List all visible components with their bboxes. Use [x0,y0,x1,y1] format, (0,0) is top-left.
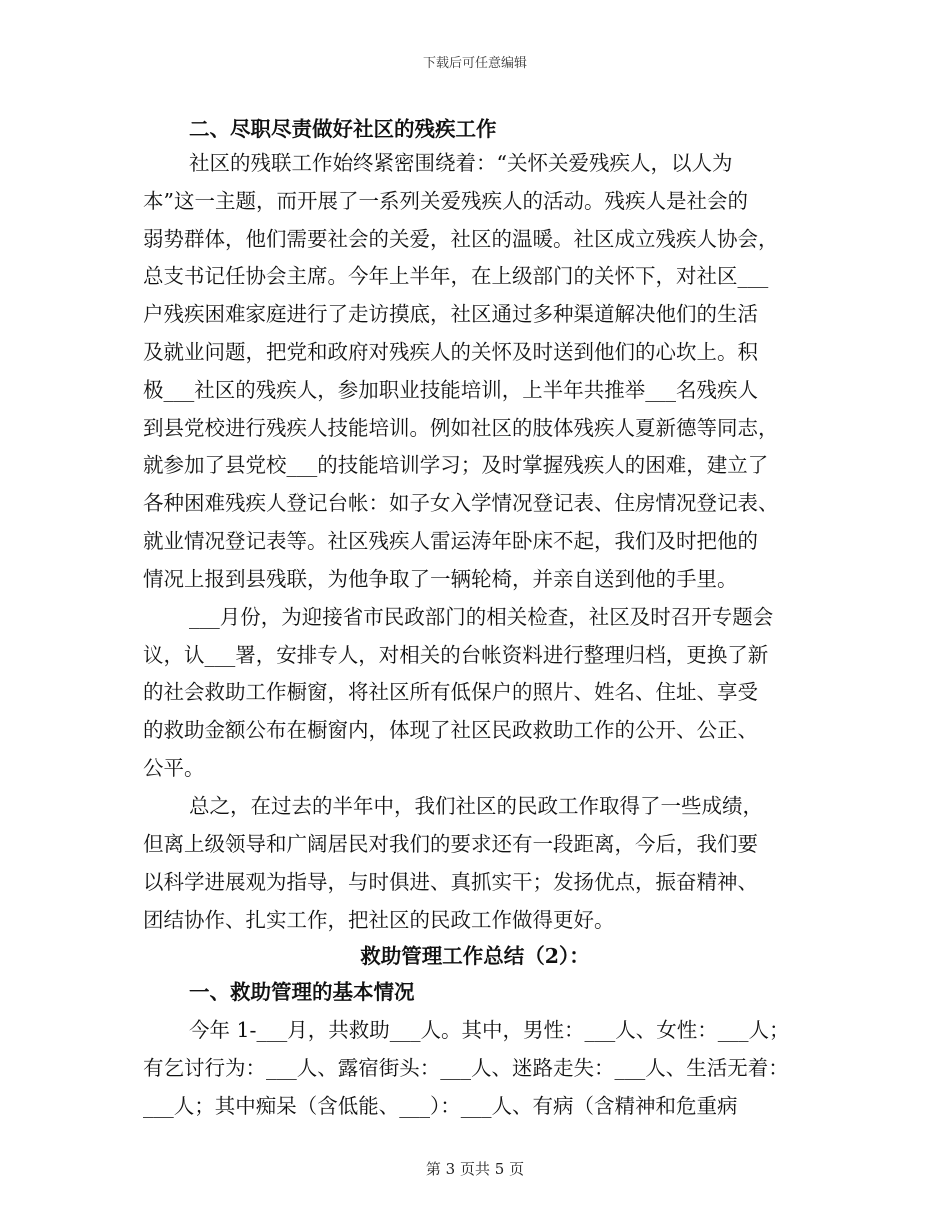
paragraph-line: 户残疾困难家庭进行了走访摸底，社区通过多种渠道解决他们的生活 [143,302,758,326]
paragraph-line: 到县党校进行残疾人技能培训。例如社区的肢体残疾人夏新德等同志， [143,416,779,440]
page-header: 下载后可任意编辑 [422,56,527,71]
paragraph-line: 极___社区的残疾人，参加职业技能培训，上半年共推举___名残疾人 [143,378,758,402]
paragraph-line: 总之，在过去的半年中，我们社区的民政工作取得了一些成绩， [189,794,763,818]
paragraph-line: 以科学进展观为指导，与时俱进、真抓实干；发扬优点，振奋精神、 [143,870,758,894]
paragraph-line: 今年 1-___月，共救助___人。其中，男性：___人、女性：___人； [189,1018,790,1042]
paragraph-line: 本”这一主题，而开展了一系列关爱残疾人的活动。残疾人是社会的 [143,189,748,213]
section-heading: 一、救助管理的基本情况 [189,980,415,1004]
paragraph-line: 总支书记任协会主席。今年上半年，在上级部门的关怀下，对社区___ [143,264,769,288]
paragraph-line: 情况上报到县残联，为他争取了一辆轮椅，并亲自送到他的手里。 [143,567,738,591]
paragraph-line: ___人；其中痴呆（含低能、___）：___人、有病（含精神和危重病 [143,1094,738,1118]
paragraph-line: 的社会救助工作橱窗，将社区所有低保户的照片、姓名、住址、享受 [143,680,758,704]
paragraph-line: 团结协作、扎实工作，把社区的民政工作做得更好。 [143,908,615,932]
paragraph-line: 弱势群体，他们需要社会的关爱，社区的温暖。社区成立残疾人协会， [143,227,779,251]
paragraph-line: 各种困难残疾人登记台帐：如子女入学情况登记表、住房情况登记表、 [143,491,779,515]
paragraph-line: 就参加了县党校___的技能培训学习；及时掌握残疾人的困难，建立了 [143,453,769,477]
paragraph-line: 及就业问题，把党和政府对残疾人的关怀及时送到他们的心坎上。积 [143,340,758,364]
paragraph-line: 的救助金额公布在橱窗内，体现了社区民政救助工作的公开、公正、 [143,718,758,742]
paragraph-line: 有乞讨行为：___人、露宿街头：___人、迷路走失：___人、生活无着： [143,1056,789,1080]
paragraph-line: ___月份，为迎接省市民政部门的相关检查，社区及时召开专题会 [189,605,774,629]
document-subtitle: 救助管理工作总结（2）： [360,944,590,968]
paragraph-line: 就业情况登记表等。社区残疾人雷运涛年卧床不起，我们及时把他的 [143,529,758,553]
paragraph-line: 社区的残联工作始终紧密围绕着：“关怀关爱残疾人，以人为 [189,151,733,175]
paragraph-line: 公平。 [143,756,205,780]
paragraph-line: 但离上级领导和广阔居民对我们的要求还有一段距离，今后，我们要 [143,832,758,856]
section-heading: 二、尽职尽责做好社区的残疾工作 [189,117,497,141]
page-footer: 第 3 页共 5 页 [425,1160,525,1178]
paragraph-line: 议，认___署，安排专人，对相关的台帐资料进行整理归档，更换了新 [143,643,769,667]
